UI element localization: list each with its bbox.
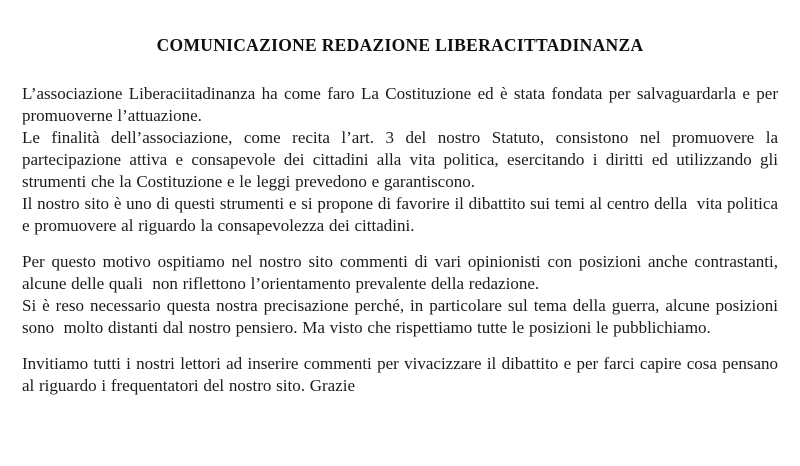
paragraph-association-purpose: L’associazione Liberaciitadinanza ha come faro La Costituzione ed è stata fondata per salvaguardarla e per promuoverne l’attuazione.	[22, 84, 783, 125]
paragraph-site-purpose: Il nostro sito è uno di questi strumenti e si propone di favorire il dibattito sui temi al centro della vita politica e promuovere al riguardo la consapevolezza dei cittadini.	[22, 194, 783, 235]
paragraph-invitation: Invitiamo tutti i nostri lettori ad inserire commenti per vivacizzare il dibattito e per farci capire cosa pensano al riguardo i frequentatori del nostro sito. Grazie	[22, 354, 783, 395]
paragraph-war-positions: Si è reso necessario questa nostra precisazione perché, in particolare sul tema della guerra, alcune posizioni sono molto distanti dal nostro pensiero. Ma visto che rispettiamo tutte le posizioni le pubblichiamo.	[22, 296, 783, 337]
page-title: COMUNICAZIONE REDAZIONE LIBERACITTADINANZA	[156, 35, 644, 55]
paragraph-statute-goals: Le finalità dell’associazione, come recita l’art. 3 del nostro Statuto, consistono nel promuovere la partecipazione attiva e consapevole dei cittadini alla vita politica, esercitando i diritti ed utilizzando gli strumenti che la Costituzione e le leggi prevedono e garantiscono.	[22, 128, 783, 191]
paragraph-opinions-disclaimer: Per questo motivo ospitiamo nel nostro sito commenti di vari opinionisti con posizioni anche contrastanti, alcune delle quali non riflettono l’orientamento prevalente della redazione.	[22, 252, 783, 293]
